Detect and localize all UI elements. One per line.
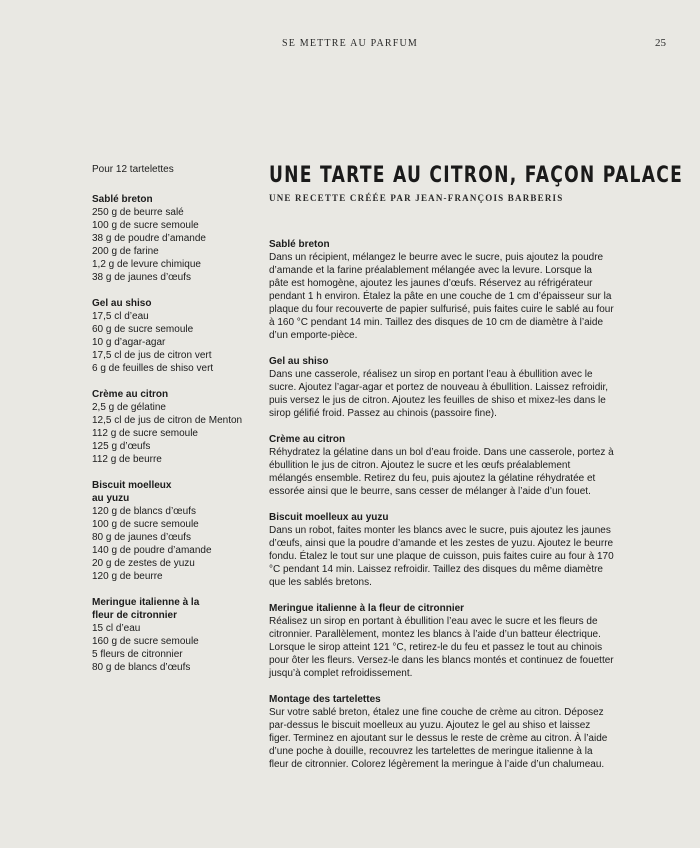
ingredients-column bbox=[92, 163, 260, 687]
ingredient-group bbox=[92, 388, 260, 466]
ingredient-item: 60 g de sucre semoule bbox=[92, 324, 194, 335]
recipe-step bbox=[269, 433, 614, 498]
ingredient-group bbox=[92, 297, 260, 375]
ingredient-group-title: Sablé breton bbox=[92, 194, 153, 205]
ingredient-item: 6 g de feuilles de shiso vert bbox=[92, 363, 214, 374]
ingredient-item: 112 g de sucre semoule bbox=[92, 428, 198, 439]
recipe-main bbox=[269, 162, 684, 784]
recipe-step-text: Réalisez un sirop en portant à ébullition l’eau avec le sucre et les fleurs de citronnier. Parallèlement, montez les blancs à l’aide d’un batteur électrique. Lorsque le sirop atteint 121 °C, retirez-le du feu et passez le tout au chinois pour ôter les fleurs. Versez-le dans les blancs montés et continuez de fouetter jusqu’à complet refroidissement. bbox=[269, 616, 614, 679]
ingredient-item: 38 g de jaunes d’œufs bbox=[92, 272, 191, 283]
ingredient-item: 100 g de sucre semoule bbox=[92, 519, 199, 530]
ingredient-item: 17,5 cl de jus de citron vert bbox=[92, 350, 212, 361]
ingredient-list bbox=[92, 401, 260, 466]
ingredient-item: 10 g d’agar-agar bbox=[92, 337, 166, 348]
ingredient-item: 80 g de blancs d’œufs bbox=[92, 662, 191, 673]
page-number: 25 bbox=[655, 37, 666, 49]
recipe-step-text: Dans un récipient, mélangez le beurre avec le sucre, puis ajoutez la poudre d’amande et la farine préalablement mélangée avec la levure. Lorsque la pâte est homogène, ajoutez les jaunes d’œufs. Réservez au réfrigérateur pendant 1 h environ. Étalez la pâte en une couche de 1 cm d’épaisseur sur la plaque du four recouverte de papier sulfurisé, puis faites cuire le sablé au four à 160 °C pendant 14 min. Taillez des disques de 10 cm de diamètre à l’aide d’un emporte-pièce. bbox=[269, 252, 614, 341]
recipe-step-title: Sablé breton bbox=[269, 239, 330, 250]
ingredient-item: 120 g de beurre bbox=[92, 571, 163, 582]
recipe-step-text: Réhydratez la gélatine dans un bol d’eau froide. Dans une casserole, portez à ébullition le jus de citron. Ajoutez le sucre et les œufs préalablement mélangés ensemble. Retirez du feu, puis ajoutez la gélatine réhydratée et essorée ainsi que le beurre, sans cesser de mélanger à l’aide d’un fouet. bbox=[269, 447, 614, 497]
ingredient-item: 112 g de beurre bbox=[92, 454, 162, 465]
ingredient-item: 80 g de jaunes d’œufs bbox=[92, 532, 191, 543]
ingredient-groups bbox=[92, 193, 260, 674]
recipe-step bbox=[269, 511, 614, 589]
recipe-step-text: Sur votre sablé breton, étalez une fine couche de crème au citron. Déposez par-dessus le biscuit moelleux au yuzu. Ajoutez le gel au shiso et laissez figer. Terminez en ajoutant sur le dessus le reste de crème au citron. À l’aide d’une poche à douille, recouvrez les tartelettes de meringue italienne à la fleur de citronnier. Colorez légèrement la meringue à l’aide d’un chalumeau. bbox=[269, 707, 608, 770]
ingredient-item: 20 g de zestes de yuzu bbox=[92, 558, 195, 569]
ingredient-group bbox=[92, 596, 260, 674]
ingredient-list bbox=[92, 622, 260, 674]
ingredient-item: 100 g de sucre semoule bbox=[92, 220, 199, 231]
ingredient-group bbox=[92, 479, 260, 583]
ingredient-item: 140 g de poudre d’amande bbox=[92, 545, 212, 556]
ingredient-item: 1,2 g de levure chimique bbox=[92, 259, 201, 270]
ingredient-list bbox=[92, 206, 260, 284]
recipe-step-text: Dans un robot, faites monter les blancs avec le sucre, puis ajoutez les jaunes d’œufs, ainsi que la poudre d’amande et les zestes de yuzu. Ajoutez le beurre fondu. Étalez le tout sur une plaque de cuisson, puis faites cuire au four à 170 °C pendant 14 min. Laissez refroidir. Taillez des disques du même diamètre que les sablés bretons. bbox=[269, 525, 614, 588]
ingredient-group-title: Gel au shiso bbox=[92, 298, 152, 309]
ingredient-item: 160 g de sucre semoule bbox=[92, 636, 199, 647]
ingredient-group-title: Meringue italienne à la fleur de citronnier bbox=[92, 597, 200, 621]
recipe-step bbox=[269, 693, 614, 771]
recipe-step-title: Montage des tartelettes bbox=[269, 694, 381, 705]
ingredient-list bbox=[92, 505, 260, 583]
ingredient-item: 2,5 g de gélatine bbox=[92, 402, 166, 413]
ingredient-item: 12,5 cl de jus de citron de Menton bbox=[92, 415, 243, 426]
recipe-step-title: Biscuit moelleux au yuzu bbox=[269, 512, 389, 523]
ingredient-item: 200 g de farine bbox=[92, 246, 159, 257]
ingredient-item: 120 g de blancs d’œufs bbox=[92, 506, 196, 517]
recipe-step bbox=[269, 238, 614, 342]
ingredient-item: 17,5 cl d’eau bbox=[92, 311, 149, 322]
recipe-step-title: Gel au shiso bbox=[269, 356, 329, 367]
recipe-step-title: Crème au citron bbox=[269, 434, 346, 445]
recipe-step bbox=[269, 355, 614, 420]
recipe-title: UNE TARTE AU CITRON, FAÇON PALACE bbox=[269, 163, 684, 188]
running-head: SE METTRE AU PARFUM bbox=[281, 38, 419, 49]
ingredient-item: 125 g d’œufs bbox=[92, 441, 151, 452]
recipe-step-title: Meringue italienne à la fleur de citronnier bbox=[269, 603, 465, 614]
ingredient-item: 250 g de beurre salé bbox=[92, 207, 184, 218]
recipe-steps bbox=[269, 238, 614, 771]
ingredient-group-title: Crème au citron bbox=[92, 389, 169, 400]
ingredient-item: 38 g de poudre d’amande bbox=[92, 233, 206, 244]
recipe-subtitle: UNE RECETTE CRÉÉE PAR JEAN-FRANÇOIS BARBERIS bbox=[269, 193, 564, 203]
ingredient-group bbox=[92, 193, 260, 284]
recipe-step-text: Dans une casserole, réalisez un sirop en portant l’eau à ébullition avec le sucre. Ajoutez l’agar-agar et portez de nouveau à ébullition. Laissez refroidir, puis versez le jus de citron. Ajoutez les feuilles de shiso et mixez-les dans le sirop gélifié froid. Passez au chinois (passoire fine). bbox=[269, 369, 609, 419]
servings: Pour 12 tartelettes bbox=[92, 164, 174, 175]
ingredient-item: 5 fleurs de citronnier bbox=[92, 649, 183, 660]
ingredient-item: 15 cl d’eau bbox=[92, 623, 141, 634]
recipe-step bbox=[269, 602, 614, 680]
ingredient-group-title: Biscuit moelleux au yuzu bbox=[92, 480, 172, 504]
ingredient-list bbox=[92, 310, 260, 375]
